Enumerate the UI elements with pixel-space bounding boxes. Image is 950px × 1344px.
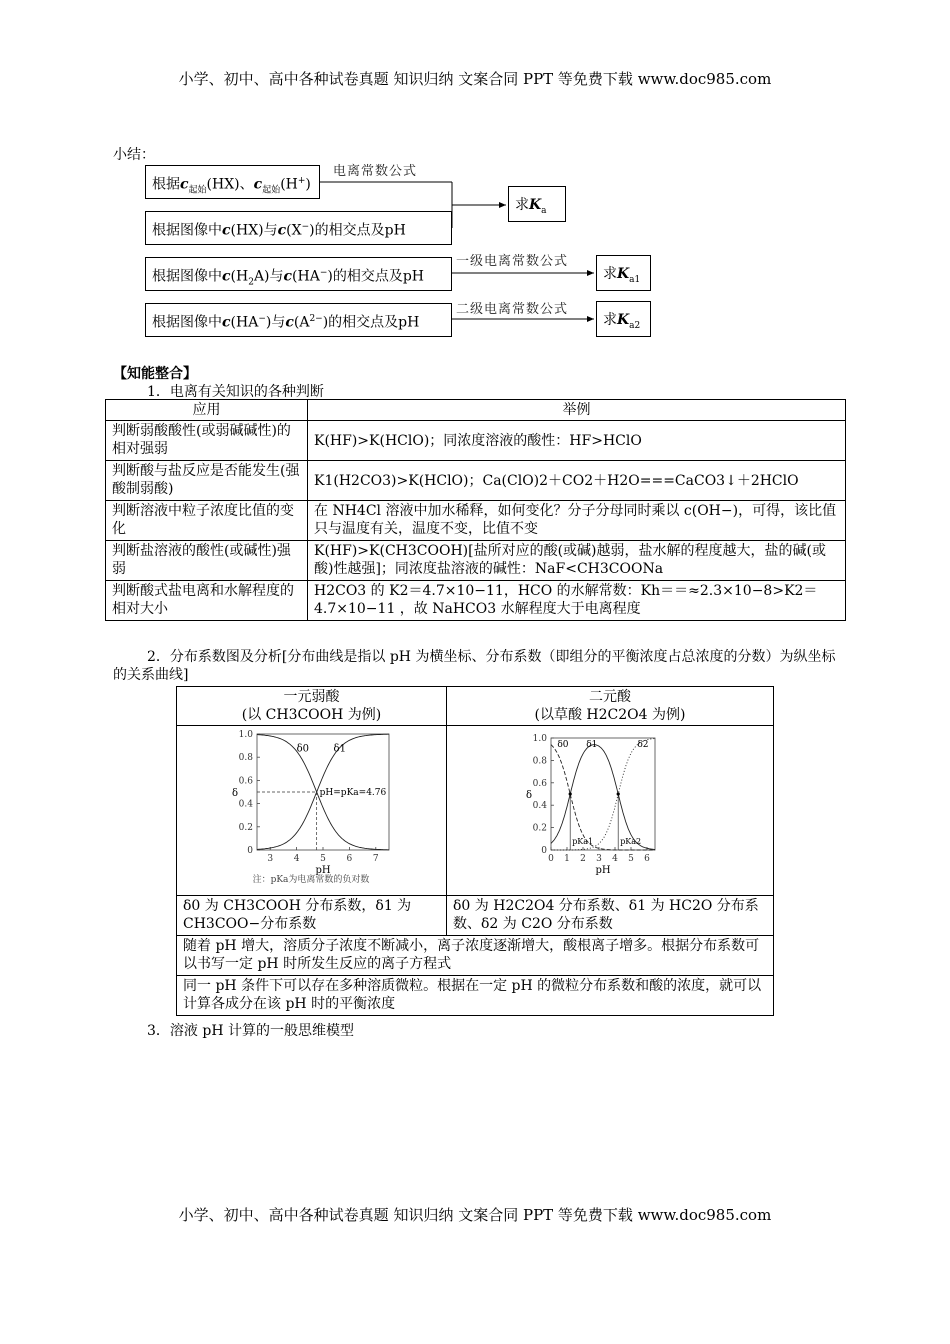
chart-cell [177, 726, 447, 896]
item1-title: 1．电离有关知识的各种判断 [147, 384, 324, 400]
x-tick-label: 6 [644, 854, 650, 864]
series-line-delta2 [551, 739, 655, 850]
table-cell: H2CO3 的 K2＝4.7×10−11，HCO 的水解常数：Kh＝＝≈2.3×10−8>K2＝4.7×10−11 ，故 NaHCO3 水解程度大于电离程度 [308, 581, 846, 621]
table-cell: K(HF)>K(CH3COOH)[盐所对应的酸(或碱)越弱，盐水解的程度越大，盐的碱(或酸)性越强]；同浓度盐溶液的碱性：NaF<CH3COONa [308, 541, 846, 581]
x-axis-label: pH [595, 865, 611, 876]
y-tick-label: 1.0 [532, 734, 547, 744]
series-label-delta1: δ1 [586, 739, 598, 750]
section-title: 【知能整合】 [113, 366, 197, 382]
summary-label: 小结： [113, 147, 155, 163]
flow-connectors [0, 0, 950, 360]
flow-result-ka1: 求$K_{a1}$ [596, 255, 651, 291]
table-cell: 判断弱酸酸性(或弱碱碱性)的相对强弱 [106, 421, 308, 461]
table-header [177, 687, 447, 726]
monoprotic-distribution-chart [177, 726, 445, 890]
monoprotic-subhead: (以 CH3COOH 为例) [241, 707, 382, 723]
table-row [106, 501, 846, 541]
intersection-point [617, 792, 620, 795]
diprotic-distribution-chart [447, 726, 773, 890]
distribution-table [176, 686, 774, 1016]
x-tick-label: 3 [596, 854, 602, 864]
table-cell: δ0 为 CH3COOH 分布系数，δ1 为 CH3COO−分布系数 [177, 896, 447, 936]
series-line-delta1 [551, 745, 655, 850]
table-cell: δ0 为 H2C2O4 分布系数、δ1 为 HC2O 分布系数、δ2 为 C2O 分布系数 [447, 896, 774, 936]
y-tick-label: 0.6 [532, 778, 547, 789]
table-cell: 在 NH4Cl 溶液中加水稀释，如何变化？分子分母同时乘以 c(OH−)，可得，该比值只与温度有关，温度不变，比值不变 [308, 501, 846, 541]
x-tick-label: 5 [628, 854, 634, 864]
monoprotic-head: 一元弱酸 [283, 689, 340, 705]
x-tick-label: 4 [293, 854, 300, 864]
y-tick-label: 0 [541, 846, 547, 856]
x-tick-label: 7 [372, 854, 379, 864]
chart-frame [551, 738, 655, 850]
y-tick-label: 0.8 [238, 753, 253, 764]
annotation-pka: pKa1 [572, 837, 594, 846]
x-tick-label: 5 [320, 854, 326, 864]
table-row [106, 541, 846, 581]
flow-box-graph-hx: 根据图像中c(HX)与c(X−)的相交点及pH [145, 211, 452, 245]
table-row [106, 461, 846, 501]
series-label-delta1: δ1 [333, 743, 346, 755]
y-tick-label: 0.4 [532, 801, 547, 812]
table-row [106, 581, 846, 621]
table-cell: 随着 pH 增大，溶质分子浓度不断减小，离子浓度逐渐增大，酸根离子增多。根据分布系数可以书写一定 pH 时所发生反应的离子方程式 [177, 936, 774, 976]
flow-label-second-ionization: 二级电离常数公式 [456, 302, 569, 317]
y-tick-label: 0 [247, 846, 253, 856]
diprotic-subhead: (以草酸 H2C2O4 为例) [534, 707, 686, 723]
x-tick-label: 0 [548, 854, 554, 864]
table-header: 应用 [106, 400, 308, 421]
y-tick-label: 0.8 [532, 756, 547, 767]
table-row [106, 421, 846, 461]
y-tick-label: 0.6 [238, 776, 253, 787]
table-header: 举例 [308, 400, 846, 421]
flow-box-graph-h2a: 根据图像中$c(H_2A)$与c(HA−)的相交点及pH [145, 257, 452, 291]
ionization-judgement-table [105, 399, 846, 621]
x-tick-label: 3 [267, 854, 274, 864]
table-cell: K(HF)>K(HClO)；同浓度溶液的酸性：HF>HClO [308, 421, 846, 461]
diprotic-head: 二元酸 [589, 689, 631, 705]
page-footer: 小学、初中、高中各种试卷真题 知识归纳 文案合同 PPT 等免费下载 www.doc985.com [178, 1206, 772, 1224]
y-axis-label: δ [231, 788, 239, 799]
table-cell: K1(H2CO3)>K(HClO)；Ca(ClO)2＋CO2＋H2O===CaCO3↓＋2HClO [308, 461, 846, 501]
table-cell: 判断酸与盐反应是否能发生(强酸制弱酸) [106, 461, 308, 501]
x-tick-label: 2 [580, 854, 586, 864]
flow-box-graph-ha: 根据图像中c(HA−)与$c(A^{2-})$的相交点及pH [145, 303, 452, 337]
flow-label-first-ionization: 一级电离常数公式 [456, 254, 569, 269]
intersection-point [569, 792, 572, 795]
annotation-pka: pKa2 [620, 837, 642, 846]
table-header [447, 687, 774, 726]
flow-label-ionization-formula: 电离常数公式 [333, 164, 418, 179]
flow-result-ka: 求$K_a$ [508, 186, 566, 222]
flow-result-ka2: 求$K_{a2}$ [596, 301, 651, 337]
table-cell: 判断溶液中粒子浓度比值的变化 [106, 501, 308, 541]
y-tick-label: 0.4 [238, 799, 253, 810]
table-cell: 同一 pH 条件下可以存在多种溶质微粒。根据在一定 pH 的微粒分布系数和酸的浓度，就可以计算各成分在该 pH 时的平衡浓度 [177, 976, 774, 1016]
page-header: 小学、初中、高中各种试卷真题 知识归纳 文案合同 PPT 等免费下载 www.doc985.com [178, 70, 772, 88]
chart-cell [447, 726, 774, 896]
flow-box-initial: 根据$c_{起始}(HX)$、$c_{起始}(H^+)$ [145, 165, 320, 199]
series-label-delta0: δ0 [296, 743, 309, 755]
table-cell: 判断盐溶液的酸性(或碱性)强弱 [106, 541, 308, 581]
y-axis-label: δ [525, 790, 533, 801]
series-label-delta0: δ0 [557, 739, 569, 750]
y-tick-label: 0.2 [532, 823, 547, 834]
x-axis-label: pH [315, 865, 331, 876]
item3-title: 3．溶液 pH 计算的一般思维模型 [147, 1023, 354, 1039]
series-line-delta0 [551, 745, 655, 850]
x-tick-label: 1 [564, 854, 570, 864]
x-tick-label: 4 [612, 854, 618, 864]
chart-note: 注：pKa为电离常数的负对数 [252, 875, 370, 885]
y-tick-label: 0.2 [238, 822, 253, 833]
series-label-delta2: δ2 [637, 739, 649, 750]
y-tick-label: 1.0 [238, 730, 253, 740]
table-cell: 判断酸式盐电离和水解程度的相对大小 [106, 581, 308, 621]
item2-title: 2．分布系数图及分析[分布曲线是指以 pH 为横坐标、分布系数（即组分的平衡浓度占总浓度的分数）为纵坐标的关系曲线] [113, 649, 836, 683]
annotation-pka: pH=pKa=4.76 [319, 788, 387, 798]
x-tick-label: 6 [346, 854, 353, 864]
